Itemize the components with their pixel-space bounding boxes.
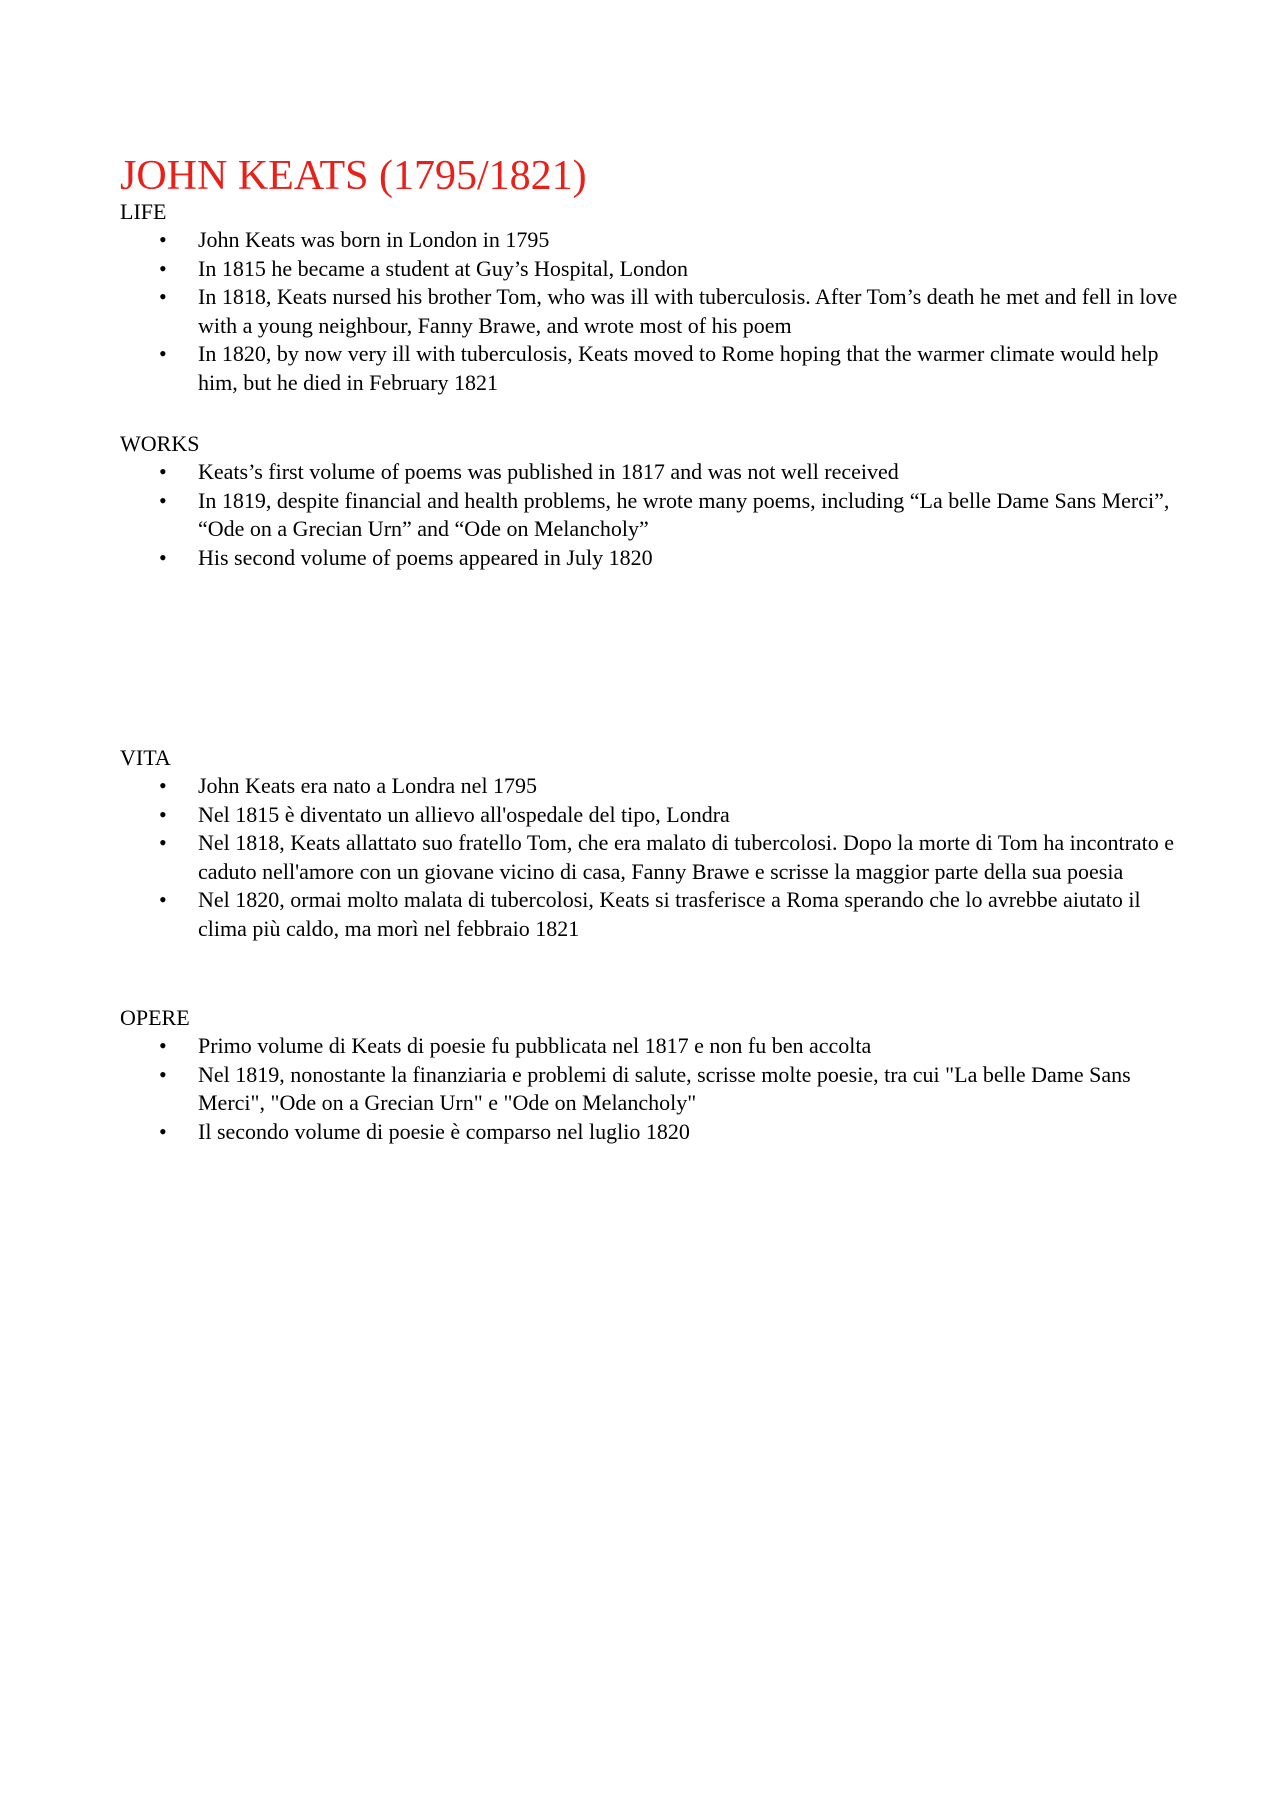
list-item bbox=[120, 1118, 1180, 1147]
list-item bbox=[120, 1061, 1180, 1118]
list-item bbox=[120, 1032, 1180, 1061]
list-item-text: In 1815 he became a student at Guy’s Hospital, London bbox=[198, 255, 689, 281]
list-item-text: Nel 1819, nonostante la finanziaria e problemi di salute, scrisse molte poesie, tra cui "La belle Dame Sans Merci", "Ode on a Grecian Urn" e "Ode on Melancholy" bbox=[198, 1061, 1131, 1116]
list-item-text: Il secondo volume di poesie è comparso nel luglio 1820 bbox=[198, 1118, 690, 1144]
section-works bbox=[120, 430, 1180, 572]
list-item bbox=[120, 829, 1180, 886]
list-item bbox=[120, 340, 1180, 397]
list-item-text: Nel 1820, ormai molto malata di tubercolosi, Keats si trasferisce a Roma sperando che lo avrebbe aiutato il clima più caldo, ma morì nel febbraio 1821 bbox=[198, 887, 1141, 941]
list-item-text: John Keats era nato a Londra nel 1795 bbox=[198, 773, 538, 798]
bullet-icon: • bbox=[159, 1118, 167, 1144]
section-heading: LIFE bbox=[120, 199, 167, 224]
bullet-list bbox=[120, 1032, 1180, 1146]
bullet-icon: • bbox=[159, 284, 167, 310]
bullet-list bbox=[120, 226, 1180, 398]
bullet-icon: • bbox=[159, 1061, 167, 1087]
list-item-text: His second volume of poems appeared in July 1820 bbox=[198, 544, 653, 570]
bullet-icon: • bbox=[159, 830, 167, 856]
list-item-text: Primo volume di Keats di poesie fu pubblicata nel 1817 e non fu ben accolta bbox=[198, 1033, 872, 1058]
bullet-icon: • bbox=[159, 887, 167, 913]
bullet-icon: • bbox=[159, 341, 167, 367]
section-vita bbox=[120, 744, 1180, 944]
list-item bbox=[120, 487, 1180, 544]
section-heading: OPERE bbox=[120, 1005, 190, 1030]
list-item-text: Nel 1815 è diventato un allievo all'ospedale del tipo, Londra bbox=[198, 801, 730, 827]
section-heading: VITA bbox=[120, 745, 171, 770]
list-item bbox=[120, 544, 1180, 573]
bullet-list bbox=[120, 458, 1180, 572]
list-item bbox=[120, 255, 1180, 284]
bullet-icon: • bbox=[159, 487, 167, 513]
list-item-text: Nel 1818, Keats allattato suo fratello Tom, che era malato di tubercolosi. Dopo la morte di Tom ha incontrato e caduto nell'amore con un giovane vicino di casa, Fanny Brawe e scrisse la maggior parte della sua poesia bbox=[198, 830, 1175, 884]
section-opere bbox=[120, 1004, 1180, 1146]
document-title: JOHN KEATS (1795/1821) bbox=[120, 153, 587, 199]
list-item bbox=[120, 886, 1180, 943]
list-item-text: John Keats was born in London in 1795 bbox=[198, 227, 550, 252]
list-item bbox=[120, 226, 1180, 255]
bullet-list bbox=[120, 772, 1180, 944]
section-heading: WORKS bbox=[120, 431, 200, 456]
list-item-text: In 1818, Keats nursed his brother Tom, who was ill with tuberculosis. After Tom’s death he met and fell in love with a young neighbour, Fanny Brawe, and wrote most of his poem bbox=[198, 284, 1178, 338]
bullet-icon: • bbox=[159, 801, 167, 827]
list-item bbox=[120, 801, 1180, 830]
list-item bbox=[120, 772, 1180, 801]
list-item bbox=[120, 458, 1180, 487]
bullet-icon: • bbox=[159, 459, 167, 484]
list-item-text: In 1819, despite financial and health problems, he wrote many poems, including “La belle Dame Sans Merci”, “Ode on a Grecian Urn” and “Ode on Melancholy” bbox=[198, 487, 1170, 542]
section-life bbox=[120, 198, 1180, 398]
bullet-icon: • bbox=[159, 255, 167, 281]
list-item-text: In 1820, by now very ill with tuberculosis, Keats moved to Rome hoping that the warmer climate would help him, but he died in February 1821 bbox=[198, 341, 1159, 395]
bullet-icon: • bbox=[159, 227, 167, 252]
list-item-text: Keats’s first volume of poems was published in 1817 and was not well received bbox=[198, 459, 899, 484]
bullet-icon: • bbox=[159, 544, 167, 570]
list-item bbox=[120, 283, 1180, 340]
bullet-icon: • bbox=[159, 1033, 167, 1058]
bullet-icon: • bbox=[159, 773, 167, 798]
